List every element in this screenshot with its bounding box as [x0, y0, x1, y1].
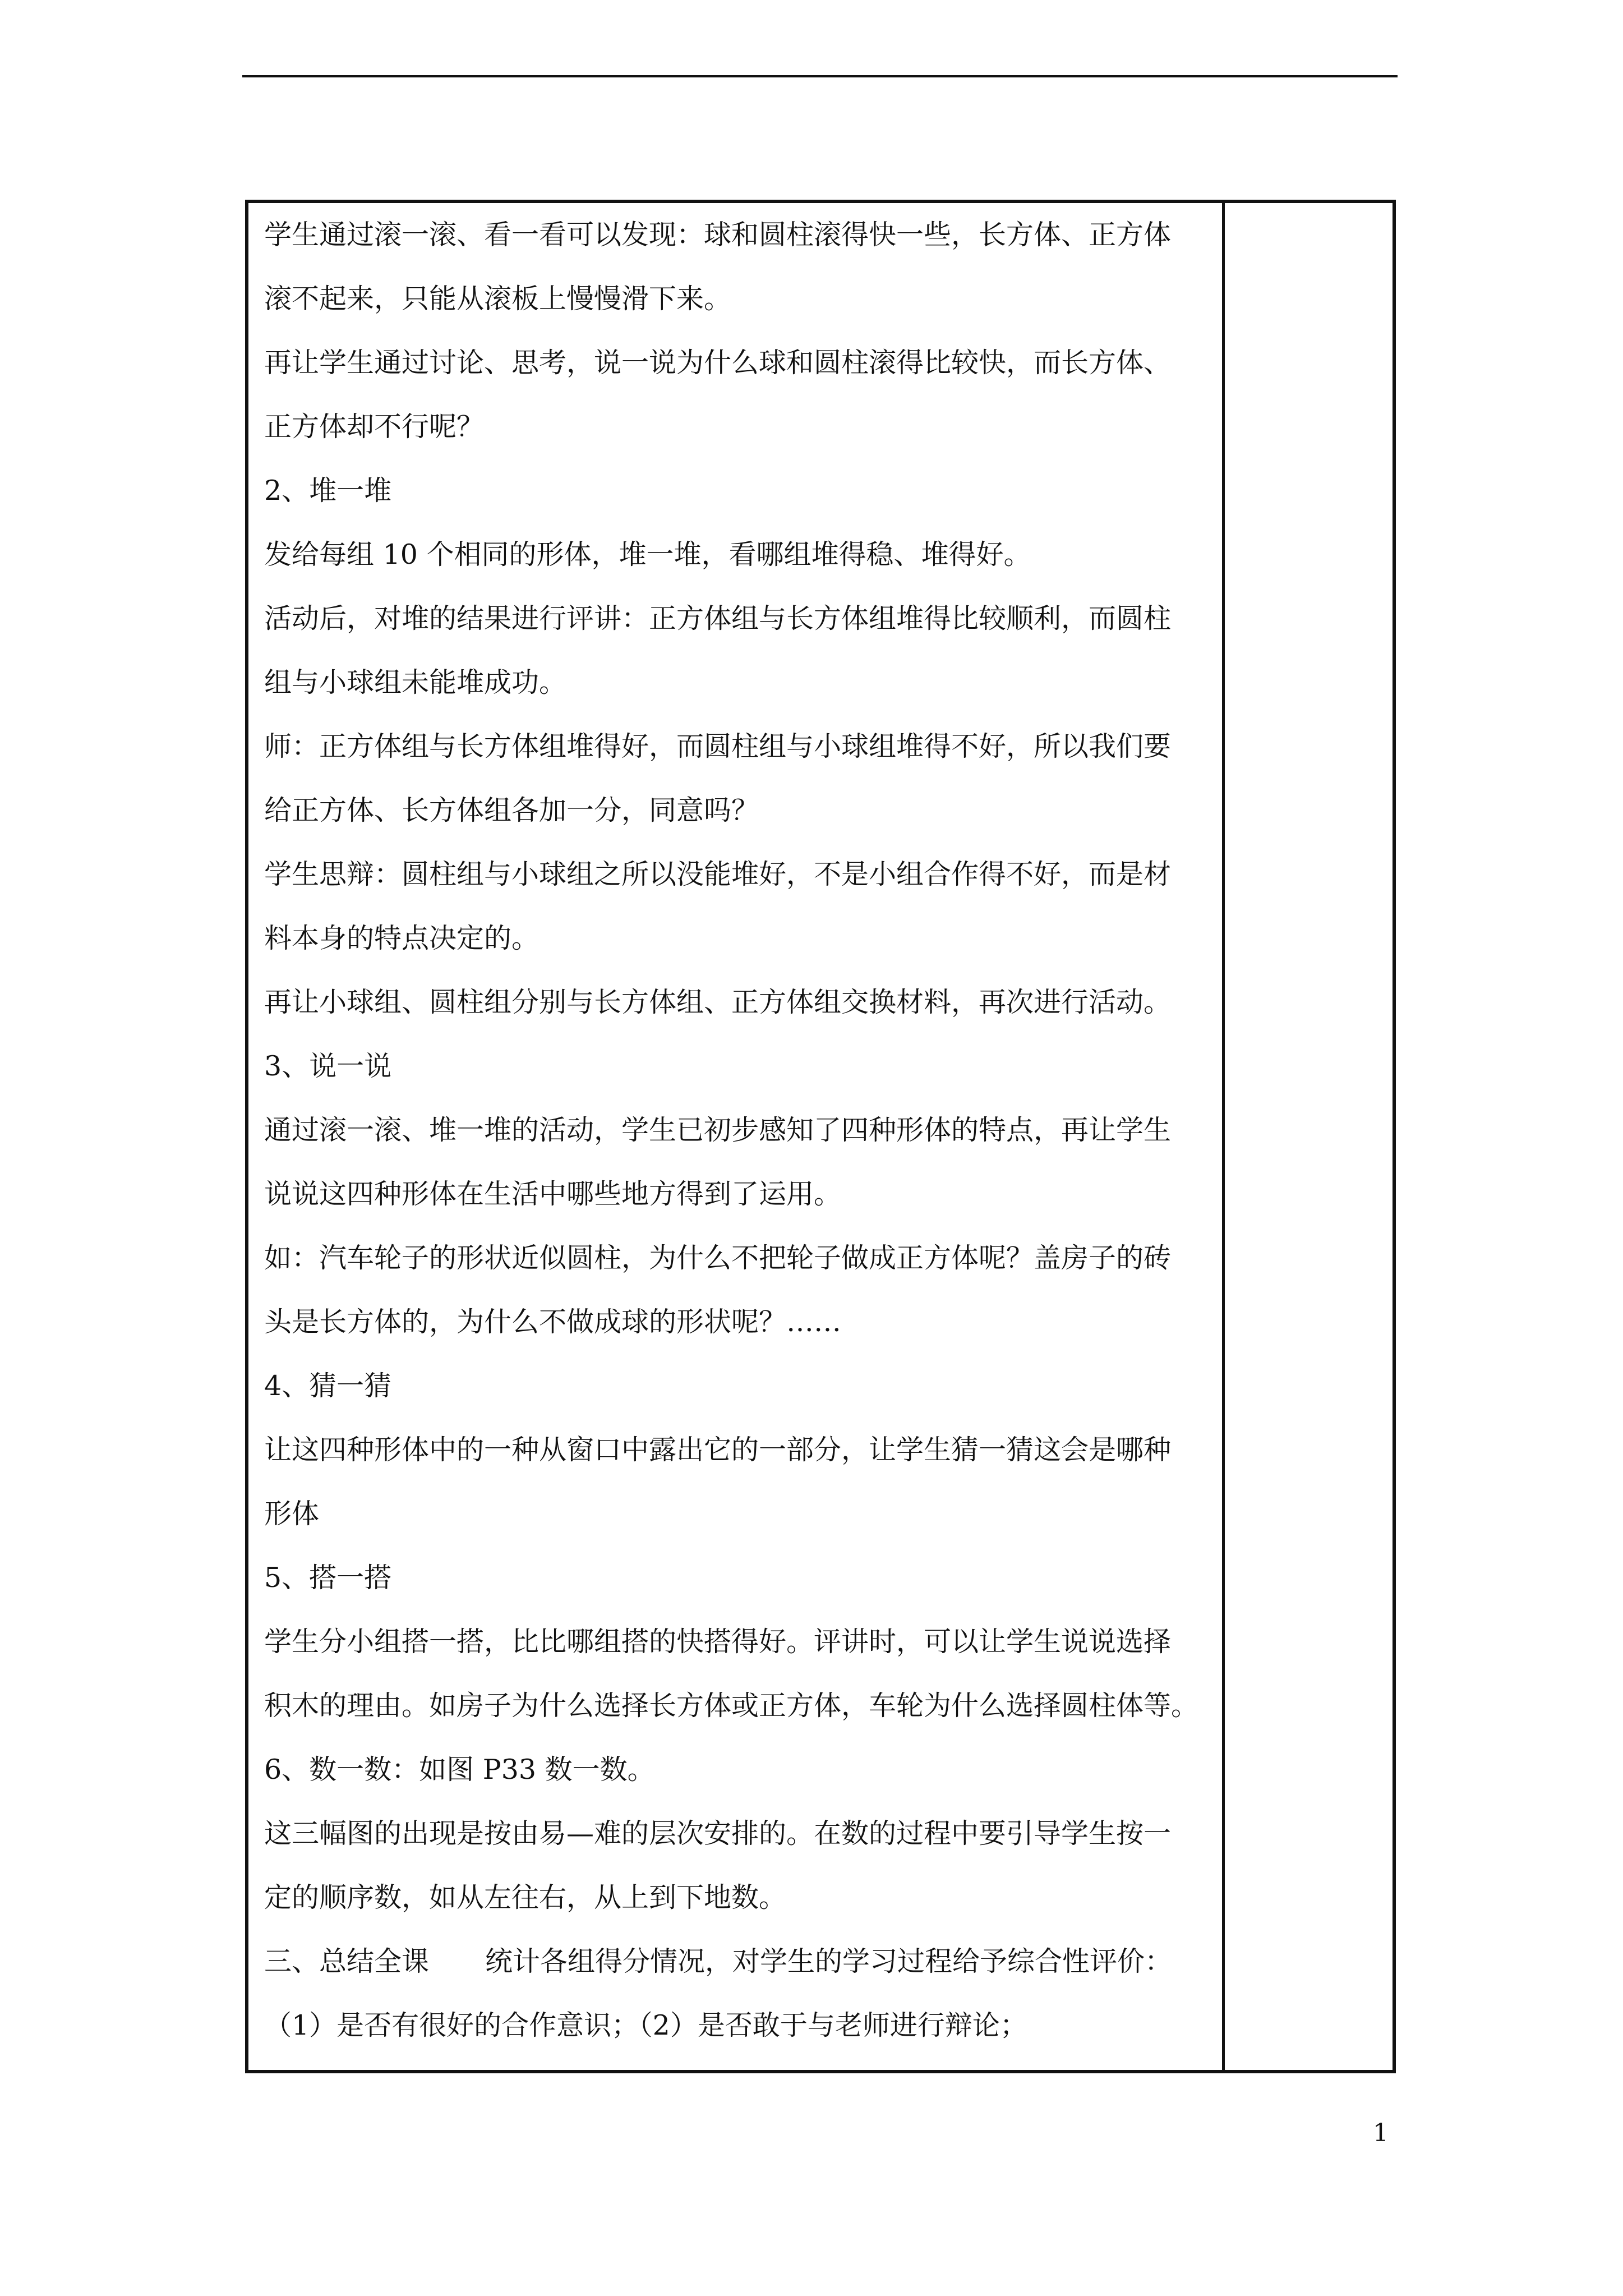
summary-text: 统计各组得分情况，对学生的学习过程给予综合性评价：: [485, 1945, 1173, 1977]
paragraph-line: 再让小球组、圆柱组分别与长方体组、正方体组交换材料，再次进行活动。: [264, 986, 1172, 1018]
paragraph-line: 滚不起来，只能从滚板上慢慢滑下来。: [264, 283, 732, 315]
paragraph-line: 定的顺序数，如从左往右，从上到下地数。: [264, 1881, 787, 1913]
paragraph-line: 形体: [264, 1498, 320, 1530]
paragraph-line: 积木的理由。如房子为什么选择长方体或正方体，车轮为什么选择圆柱体等。: [264, 1690, 1199, 1722]
paragraph-line: 通过滚一滚、堆一堆的活动，学生已初步感知了四种形体的特点，再让学生: [264, 1114, 1172, 1146]
paragraph-line: 料本身的特点决定的。: [264, 922, 540, 954]
paragraph-line: 师：正方体组与长方体组堆得好，而圆柱组与小球组堆得不好，所以我们要: [264, 730, 1172, 762]
paragraph-line: 给正方体、长方体组各加一分，同意吗？: [264, 794, 759, 826]
section-heading: 6、数一数：如图 P33 数一数。: [264, 1754, 655, 1786]
section-heading: 5、搭一搭: [264, 1562, 392, 1594]
page-number: 1: [1373, 2119, 1389, 2147]
section-heading: 3、说一说: [264, 1050, 392, 1082]
paragraph-line: 学生思辩：圆柱组与小球组之所以没能堆好，不是小组合作得不好，而是材: [264, 858, 1172, 890]
paragraph-line: 说说这四种形体在生活中哪些地方得到了运用。: [264, 1178, 842, 1210]
section-heading: 4、猜一猜: [264, 1370, 392, 1402]
paragraph-line: 活动后，对堆的结果进行评讲：正方体组与长方体组堆得比较顺利，而圆柱: [264, 602, 1172, 634]
header-rule: [242, 75, 1398, 77]
paragraph-line: 头是长方体的，为什么不做成球的形状呢？……: [264, 1306, 842, 1338]
column-divider: [1222, 203, 1225, 2070]
paragraph-line: 如：汽车轮子的形状近似圆柱，为什么不把轮子做成正方体呢？盖房子的砖: [264, 1242, 1172, 1274]
paragraph-line: 发给每组 10 个相同的形体，堆一堆，看哪组堆得稳、堆得好。: [264, 539, 1031, 570]
paragraph-line: 这三幅图的出现是按由易—难的层次安排的。在数的过程中要引导学生按一: [264, 1818, 1172, 1849]
summary-line: [264, 1945, 1212, 1977]
summary-heading: 三、总结全课: [264, 1945, 430, 1977]
paragraph-line: 正方体却不行呢？: [264, 411, 485, 443]
paragraph-line: 再让学生通过讨论、思考，说一说为什么球和圆柱滚得比较快，而长方体、: [264, 347, 1172, 379]
paragraph-line: 学生通过滚一滚、看一看可以发现：球和圆柱滚得快一些，长方体、正方体: [264, 219, 1172, 251]
paragraph-line: 让这四种形体中的一种从窗口中露出它的一部分，让学生猜一猜这会是哪种: [264, 1434, 1172, 1466]
paragraph-line: 学生分小组搭一搭，比比哪组搭的快搭得好。评讲时，可以让学生说说选择: [264, 1626, 1172, 1658]
paragraph-line: 组与小球组未能堆成功。: [264, 666, 567, 698]
lesson-content-cell: [264, 219, 1212, 2053]
section-heading: 2、堆一堆: [264, 475, 392, 507]
paragraph-line: （1）是否有很好的合作意识；（2）是否敢于与老师进行辩论；: [264, 2009, 1027, 2041]
lesson-table: [245, 200, 1396, 2073]
